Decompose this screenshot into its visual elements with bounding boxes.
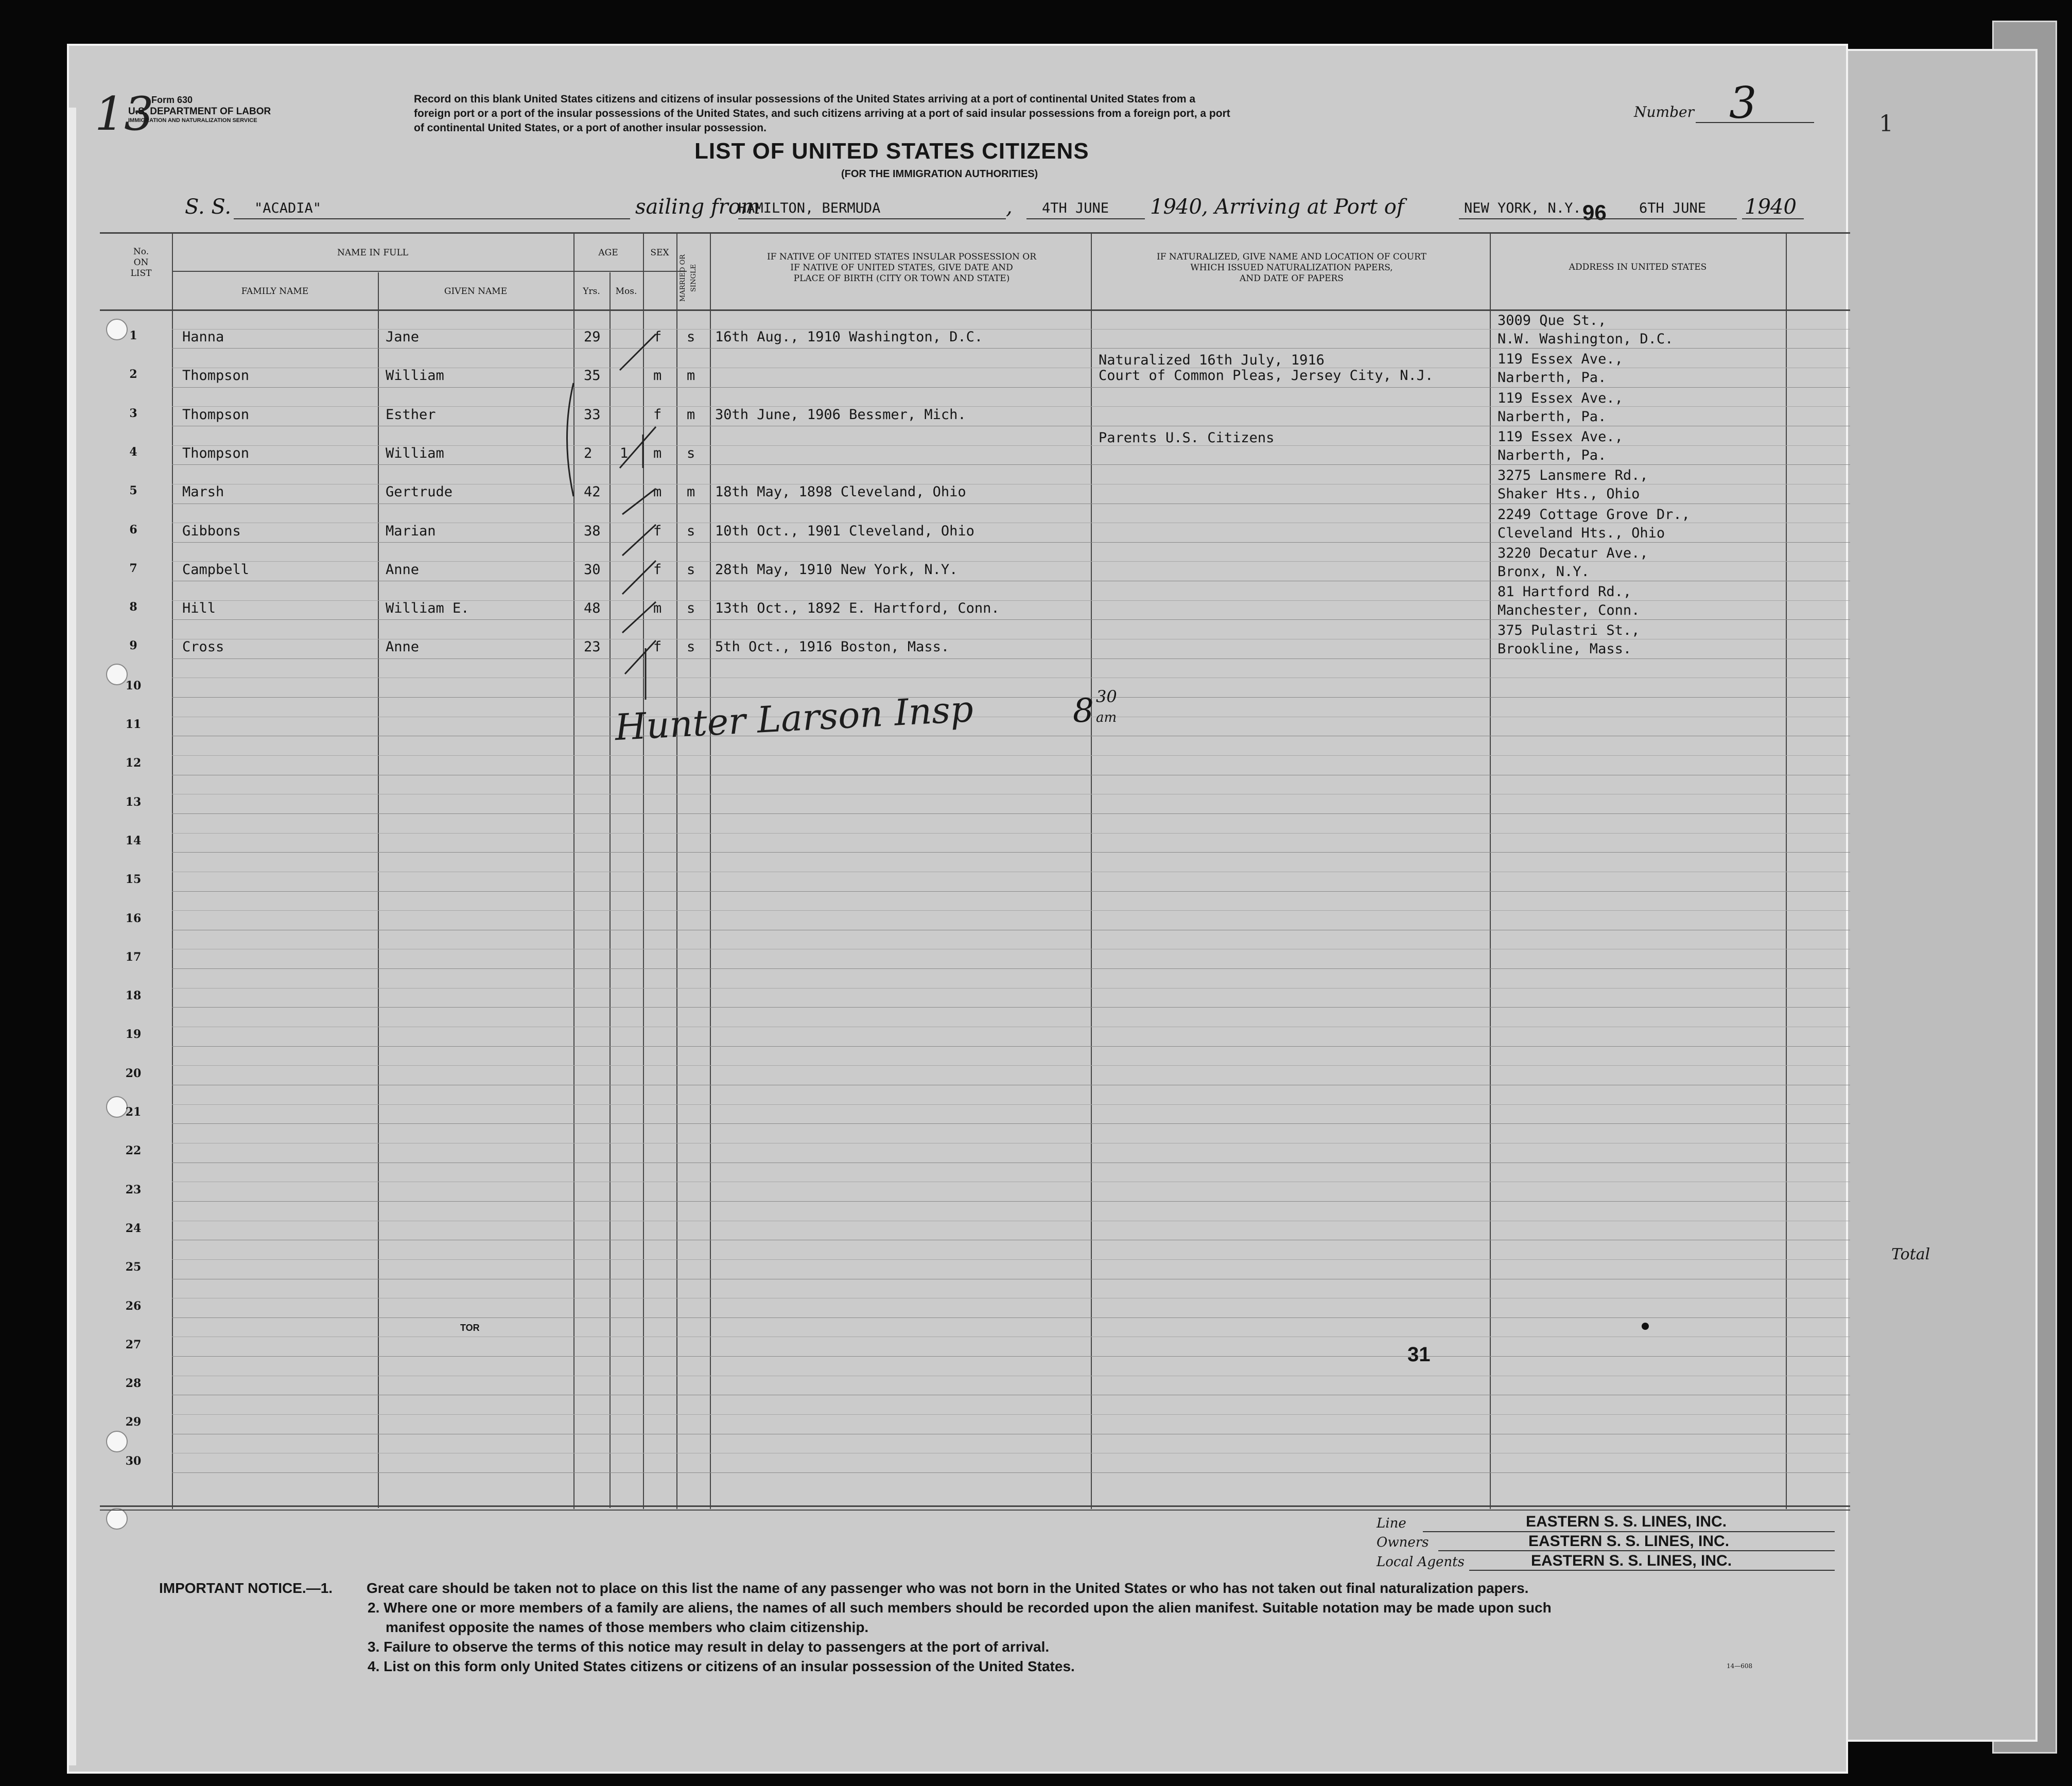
- row-9-family: Cross: [182, 639, 224, 655]
- depart-year-prefix: 19: [1150, 195, 1176, 219]
- row-number: 10: [125, 679, 142, 692]
- row-number: 25: [125, 1260, 142, 1274]
- row-9-given: Anne: [386, 639, 420, 655]
- row-5-no: 5: [129, 484, 137, 498]
- row-9-addr1: 375 Pulastri St.,: [1498, 622, 1640, 639]
- bracket-mark: [558, 380, 579, 499]
- stamp-number: 96: [1582, 200, 1607, 224]
- row-7-birth: 28th May, 1910 New York, N.Y.: [715, 561, 958, 578]
- row-3-family: Thompson: [182, 406, 250, 423]
- row-2-given: William: [386, 368, 444, 384]
- row-2-addr2: Narberth, Pa.: [1498, 370, 1607, 386]
- header-family-name: FAMILY NAME: [241, 286, 309, 297]
- line-value: EASTERN S. S. LINES, INC.: [1526, 1513, 1727, 1530]
- print-code: 14—608: [1727, 1662, 1753, 1670]
- row-7-yrs: 30: [584, 561, 601, 578]
- arrival-date: 6TH JUNE: [1639, 200, 1707, 216]
- departure-port: HAMILTON, BERMUDA: [738, 200, 881, 216]
- row-5-ms: m: [687, 484, 695, 500]
- number-value: 3: [1729, 78, 1757, 128]
- row-5-sex: m: [653, 484, 662, 500]
- row-5-given: Gertrude: [386, 484, 453, 500]
- notice-item-2a: 2. Where one or more members of a family are aliens, the names of all such members should be recorded upon the alien manifest. Suitable notation may be made upon such: [368, 1600, 1552, 1616]
- row-4-addr2: Narberth, Pa.: [1498, 447, 1607, 463]
- row-4-mos: 1: [620, 445, 629, 461]
- row-2-ms: m: [687, 368, 695, 384]
- arrive-year: 40: [1770, 195, 1797, 219]
- row-5-addr2: Shaker Hts., Ohio: [1498, 486, 1640, 502]
- row-5-family: Marsh: [182, 484, 224, 500]
- row-3-sex: f: [653, 406, 662, 423]
- row-3-addr2: Narberth, Pa.: [1498, 408, 1607, 425]
- row-9-addr2: Brookline, Mass.: [1498, 641, 1632, 657]
- row-number: 19: [125, 1028, 142, 1042]
- owners-underline: [1438, 1550, 1835, 1551]
- row-number: 26: [125, 1299, 142, 1313]
- arriving-label: , Arriving at Port of: [1202, 195, 1404, 219]
- row-5-yrs: 42: [584, 484, 601, 500]
- service-name: IMMIGRATION AND NATURALIZATION SERVICE: [128, 117, 257, 124]
- row-6-birth: 10th Oct., 1901 Cleveland, Ohio: [715, 523, 974, 539]
- row-1-addr1: 3009 Que St.,: [1498, 313, 1607, 328]
- header-no-on-list: No. ON LIST: [130, 247, 152, 279]
- sailing-label: sailing from: [635, 195, 760, 219]
- row-6-family: Gibbons: [182, 523, 241, 539]
- row-4-no: 4: [129, 445, 137, 459]
- row-2-sex: m: [653, 368, 662, 384]
- row-6-given: Marian: [386, 523, 436, 539]
- row-3-ms: m: [687, 406, 695, 423]
- local-agents-value: EASTERN S. S. LINES, INC.: [1531, 1552, 1732, 1569]
- row-6-yrs: 38: [584, 523, 601, 539]
- row-8-no: 8: [129, 600, 137, 614]
- header-sex: SEX: [650, 248, 669, 258]
- row-9-yrs: 23: [584, 639, 601, 655]
- page-subtitle: (FOR THE IMMIGRATION AUTHORITIES): [841, 168, 1038, 180]
- row-number: 29: [125, 1415, 142, 1429]
- header-mos: Mos.: [615, 286, 637, 297]
- row-2-nat2: Court of Common Pleas, Jersey City, N.J.: [1099, 368, 1434, 384]
- row-9-ms: s: [687, 639, 695, 655]
- row-4-yrs: 2: [584, 445, 593, 461]
- arrival-port: NEW YORK, N.Y.: [1464, 200, 1581, 216]
- row-3-addr1: 119 Essex Ave.,: [1498, 390, 1623, 406]
- signature-time: 8: [1073, 692, 1094, 730]
- row-6-sex: f: [653, 523, 662, 539]
- row-number: 12: [125, 756, 142, 770]
- row-4-ms: s: [687, 445, 695, 461]
- row-number: 20: [125, 1066, 142, 1080]
- row-9-no: 9: [129, 639, 137, 653]
- notice-heading: IMPORTANT NOTICE.—1.: [159, 1580, 333, 1596]
- row-8-ms: s: [687, 600, 695, 617]
- row-4-addr1: 119 Essex Ave.,: [1498, 428, 1623, 445]
- handwritten-checkmarks: [604, 314, 723, 705]
- row-1-no: 1: [129, 329, 137, 342]
- total-label: Total: [1891, 1245, 1930, 1263]
- row-7-addr1: 3220 Decatur Ave.,: [1498, 545, 1648, 561]
- row-1-addr2: N.W. Washington, D.C.: [1498, 331, 1674, 347]
- line-underline: [1423, 1531, 1835, 1532]
- row-7-given: Anne: [386, 561, 420, 578]
- row-1-sex: f: [653, 329, 662, 345]
- arrive-year-prefix: 19: [1745, 195, 1771, 219]
- inspector-signature: Hunter Larson Insp: [614, 687, 974, 749]
- row-6-ms: s: [687, 523, 695, 539]
- corner-mark: 1: [1879, 111, 1893, 137]
- row-4-given: William: [386, 445, 444, 461]
- local-agents-label: Local Agents: [1377, 1554, 1465, 1570]
- row-1-family: Hanna: [182, 329, 224, 345]
- manifest-page: [67, 44, 1930, 1774]
- ink-dot: [1642, 1323, 1649, 1330]
- signature-time-superscript: 30: [1096, 687, 1117, 706]
- back-sheet-inner: [1833, 49, 2038, 1742]
- row-7-addr2: Bronx, N.Y.: [1498, 563, 1590, 580]
- row-4-nat: Parents U.S. Citizens: [1099, 429, 1275, 446]
- row-number: 27: [125, 1338, 142, 1351]
- form-number: Form 630: [151, 95, 193, 105]
- row-8-given: William E.: [386, 600, 469, 617]
- number-label: Number: [1634, 103, 1694, 120]
- notice-item-2b: manifest opposite the names of those members who claim citizenship.: [386, 1619, 869, 1635]
- header-naturalized: IF NATURALIZED, GIVE NAME AND LOCATION OF COURT WHICH ISSUED NATURALIZATION PAPERS, AND DATE OF PAPERS: [1157, 252, 1426, 284]
- row-number: 23: [125, 1183, 142, 1197]
- header-address: ADDRESS IN UNITED STATES: [1569, 262, 1707, 272]
- row-2-family: Thompson: [182, 368, 250, 384]
- row-6-addr2: Cleveland Hts., Ohio: [1498, 525, 1665, 541]
- passenger-count: 31: [1407, 1343, 1431, 1366]
- signature-time-am: am: [1096, 710, 1117, 725]
- handwritten-number: 13: [95, 87, 154, 141]
- row-1-ms: s: [687, 329, 695, 345]
- header-age: AGE: [598, 248, 618, 258]
- intro-text: Record on this blank United States citizens and citizens of insular possessions of the United States arriving at a port of continental United States from a foreign port or a port of the insular possessions of the United States, and such citizens arriving at a port of said insular possessions from a foreign port, a port of continental United States, or a port of another insular possession.: [414, 93, 1230, 134]
- row-3-given: Esther: [386, 406, 436, 423]
- row-8-family: Hill: [182, 600, 216, 617]
- row-2-nat: Naturalized 16th July, 1916: [1099, 352, 1325, 369]
- row-5-addr1: 3275 Lansmere Rd.,: [1498, 467, 1648, 484]
- departure-date: 4TH JUNE: [1042, 200, 1109, 216]
- row-number: 18: [125, 989, 142, 1003]
- notice-item-3: 3. Failure to observe the terms of this notice may result in delay to passengers at the port of arrival.: [368, 1639, 1050, 1655]
- row-number: 16: [125, 911, 142, 925]
- row-number: 24: [125, 1221, 142, 1235]
- page-title: LIST OF UNITED STATES CITIZENS: [694, 138, 1089, 164]
- row-3-birth: 30th June, 1906 Bessmer, Mich.: [715, 406, 966, 423]
- row-6-no: 6: [129, 523, 137, 536]
- comma-sep: ,: [1006, 195, 1013, 219]
- row-2-yrs: 35: [584, 368, 601, 384]
- row-8-addr2: Manchester, Conn.: [1498, 602, 1640, 619]
- notice-item-1: Great care should be taken not to place on this list the name of any passenger who was not born in the United States or who has not taken out final naturalization papers.: [367, 1580, 1529, 1596]
- row-2-addr1: 119 Essex Ave.,: [1498, 351, 1623, 368]
- row-number: 21: [125, 1105, 142, 1119]
- row-4-sex: m: [653, 445, 662, 461]
- row-8-birth: 13th Oct., 1892 E. Hartford, Conn.: [715, 600, 1000, 617]
- row-8-addr1: 81 Hartford Rd.,: [1498, 584, 1632, 600]
- header-yrs: Yrs.: [583, 286, 600, 297]
- row-1-yrs: 29: [584, 329, 601, 345]
- line-label: Line: [1377, 1516, 1406, 1531]
- row-6-addr1: 2249 Cottage Grove Dr.,: [1498, 506, 1690, 523]
- row-7-ms: s: [687, 561, 695, 578]
- row-9-birth: 5th Oct., 1916 Boston, Mass.: [715, 639, 950, 655]
- header-name-in-full: NAME IN FULL: [337, 248, 409, 258]
- ss-label: S. S.: [185, 195, 232, 219]
- row-9-sex: f: [653, 639, 662, 655]
- row-7-no: 7: [129, 561, 137, 575]
- row-number: 15: [125, 873, 142, 887]
- department-name: U.S. DEPARTMENT OF LABOR: [128, 106, 271, 117]
- header-married-or-single: MARRIED OR SINGLE: [679, 254, 698, 302]
- row-8-yrs: 48: [584, 600, 601, 617]
- row-number: 28: [125, 1377, 142, 1391]
- row-1-birth: 16th Aug., 1910 Washington, D.C.: [715, 329, 983, 345]
- depart-year: 40: [1176, 195, 1202, 219]
- row-3-yrs: 33: [584, 406, 601, 423]
- header-given-name: GIVEN NAME: [444, 286, 508, 297]
- row-7-sex: f: [653, 561, 662, 578]
- row-7-family: Campbell: [182, 561, 250, 578]
- row-number: 11: [125, 718, 142, 731]
- row-4-family: Thompson: [182, 445, 250, 461]
- row-8-sex: m: [653, 600, 662, 617]
- row-number: 30: [125, 1454, 142, 1468]
- owners-label: Owners: [1377, 1535, 1429, 1550]
- owners-value: EASTERN S. S. LINES, INC.: [1528, 1533, 1730, 1550]
- row-2-no: 2: [129, 368, 137, 382]
- ship-name: "ACADIA": [254, 200, 322, 216]
- row-number: 17: [125, 950, 142, 964]
- row-number: 14: [125, 834, 142, 847]
- local-agents-underline: [1469, 1570, 1835, 1571]
- row-number: 13: [125, 795, 142, 809]
- stray-mark: TOR: [460, 1323, 480, 1333]
- row-5-birth: 18th May, 1898 Cleveland, Ohio: [715, 484, 966, 500]
- notice-item-4: 4. List on this form only United States citizens or citizens of an insular possession of the United States.: [368, 1658, 1075, 1674]
- row-1-given: Jane: [386, 329, 420, 345]
- row-number: 22: [125, 1144, 142, 1158]
- row-3-no: 3: [129, 406, 137, 420]
- header-native: IF NATIVE OF UNITED STATES INSULAR POSSESSION OR IF NATIVE OF UNITED STATES, GIVE DATE AND PLACE OF BIRTH (CITY OR TOWN AND STATE): [767, 252, 1037, 284]
